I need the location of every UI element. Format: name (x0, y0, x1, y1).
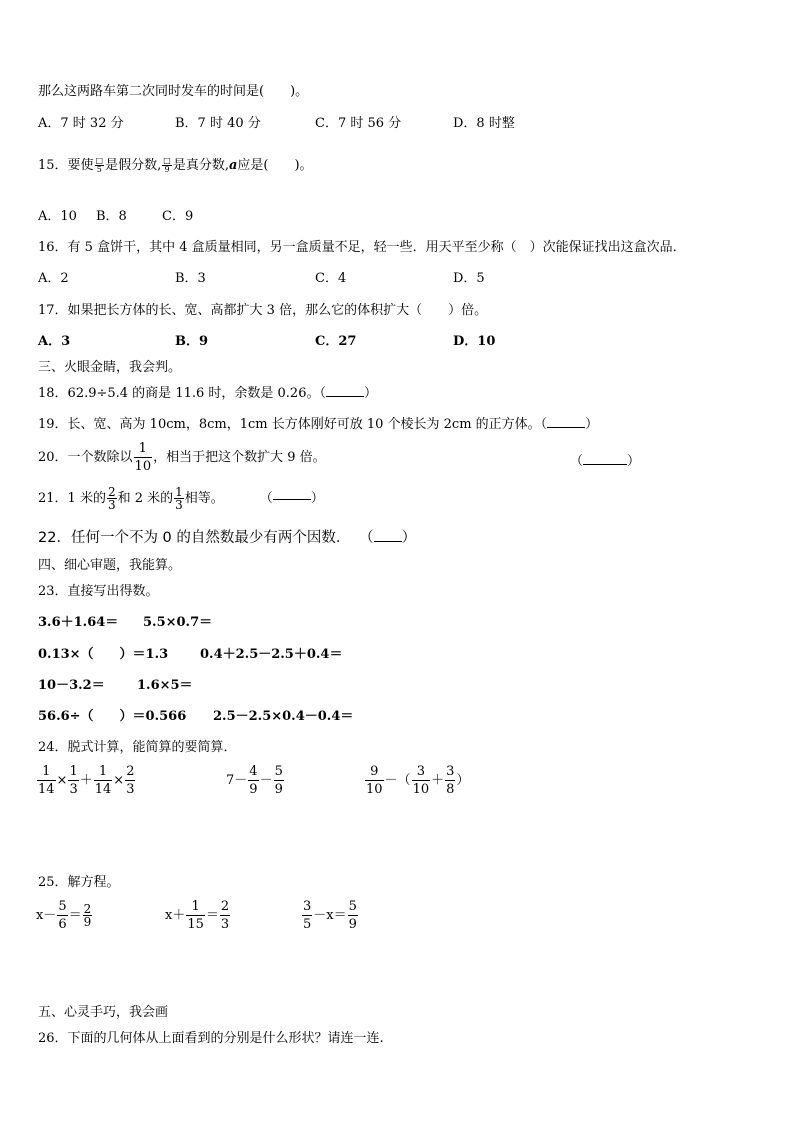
q25-question: 25．解方程。 (38, 875, 120, 890)
q15-option-c: C．9 (162, 209, 194, 224)
q24a-operator-1: × (56, 773, 68, 788)
q25a-fraction-1: $\frac{5}{6}$ (58, 899, 67, 932)
q25b-equals: ＝ (205, 908, 219, 923)
q25c-text: －x＝ (313, 908, 347, 923)
q20-answer-blank[interactable] (583, 463, 627, 465)
q16-option-c: C．4 (315, 271, 347, 286)
q20-fraction-numerator: 1 (138, 441, 147, 456)
q20-answer (570, 455, 640, 468)
q21-fraction-1-numerator: 2 (107, 485, 116, 499)
q24c-fraction-1: $\frac{9}{10}$ (366, 764, 383, 797)
q14-option-b: B．7 时 40 分 (175, 116, 261, 131)
q15-question (38, 157, 313, 174)
q24a-operator-3: × (113, 773, 125, 788)
q22-text: 22．任何一个不为 0 的自然数最少有两个因数． (38, 530, 351, 546)
q21-fraction-1-denominator: 3 (107, 498, 116, 512)
q24c-fraction-2: $\frac{3}{10}$ (412, 764, 430, 797)
q19-paren-right: ） (585, 417, 599, 432)
q24a-fraction-1: $\frac{1}{14}$ (38, 764, 55, 797)
q25-equation-c (301, 900, 359, 931)
section-3-heading: 三、火眼金睛，我会判。 (38, 360, 182, 375)
q15-fraction-1 (95, 157, 105, 174)
q19-text: 19．长、宽、高为 10cm，8cm，1cm 长方体刚好可放 10 个棱长为 2cm 的正方体。（ (38, 417, 548, 432)
q20-question (38, 442, 326, 473)
q16-option-d: D．5 (453, 271, 485, 286)
q21-fraction-2-numerator: 1 (175, 485, 183, 499)
q15-text-2: 是假分数, (105, 158, 162, 173)
q24a-fraction-3: $\frac{1}{14}$ (94, 764, 112, 797)
q25a-text: x－ (36, 908, 57, 923)
q26-question: 26．下面的几何体从上面看到的分别是什么形状？请连一连. (38, 1031, 384, 1046)
calc-1a: 3.6＋1.64＝ (38, 615, 119, 630)
q24b-fraction-2: $\frac{5}{9}$ (274, 764, 283, 797)
calc-1b: 5.5×0.7＝ (143, 615, 213, 630)
q24c-operator-2: ＋ (431, 773, 445, 788)
q24a-fraction-2: $\frac{1}{3}$ (69, 764, 78, 797)
q15-fraction-2-denominator: 9 (164, 165, 170, 174)
section-4-heading: 四、细心审题，我能算。 (38, 558, 182, 573)
q24c-operator: －（ (384, 773, 411, 788)
q25c-fraction-1: $\frac{3}{5}$ (303, 899, 312, 932)
q22-paren-left: （ (366, 530, 374, 546)
q24-expression-a (36, 765, 136, 796)
q23-question: 23．直接写出得数。 (38, 584, 159, 599)
calc-4a: 56.6÷（ ）＝0.566 (38, 709, 187, 724)
section-5-heading: 五、心灵手巧，我会画 (38, 1005, 169, 1020)
q25-equation-b (165, 900, 231, 931)
q21-answer-blank[interactable] (273, 498, 311, 500)
q20-text-2: ，相当于把这个数扩大 9 倍。 (153, 450, 326, 465)
q24b-text: 7－ (226, 773, 248, 788)
q20-paren-right: ） (627, 454, 641, 469)
q25b-text: x＋ (165, 908, 186, 923)
q15-text-1: 15．要使 (38, 158, 94, 173)
q16-option-a: A．2 (38, 271, 69, 286)
q14-option-a: A．7 时 32 分 (38, 116, 124, 131)
q21-question (38, 486, 324, 511)
q20-paren-left: （ (570, 454, 584, 469)
calc-2a: 0.13×（ ）＝1.3 (38, 647, 169, 662)
q25c-fraction-2: $\frac{5}{9}$ (348, 899, 357, 932)
q25b-fraction-2: $\frac{2}{3}$ (220, 899, 230, 932)
q18-paren-right: ） (363, 386, 377, 401)
q17-option-c: C．27 (315, 334, 357, 349)
q15-text-4: 应是( )。 (237, 158, 313, 173)
q24-question: 24．脱式计算，能简算的要简算． (38, 740, 237, 755)
calc-3b: 1.6×5＝ (137, 678, 193, 693)
q21-fraction-2 (174, 486, 184, 511)
calc-2b: 0.4＋2.5－2.5＋0.4＝ (200, 647, 343, 662)
q14-continuation: 那么这两路车第二次同时发车的时间是( )。 (38, 84, 309, 99)
q25-equation-a (36, 900, 93, 931)
q24a-operator-2: ＋ (79, 773, 93, 788)
q21-text-3: 相等。 (184, 491, 224, 506)
q19-question (38, 418, 598, 431)
q21-fraction-2-denominator: 3 (175, 498, 183, 512)
q16-question: 16．有 5 盒饼干，其中 4 盒质量相同，另一盒质量不足，轻一些．用天平至少称（ ）次能保证找出这盒次品． (38, 240, 686, 255)
q24a-fraction-4: $\frac{2}{3}$ (126, 764, 135, 797)
q15-variable: a (228, 158, 238, 173)
q15-fraction-2 (162, 157, 172, 174)
q21-text-2: 和 2 米的 (117, 491, 174, 506)
q15-fraction-1-numerator-box: □ (95, 156, 104, 165)
q24b-operator: － (259, 773, 273, 788)
q20-fraction (134, 442, 153, 473)
q22-question (38, 531, 416, 546)
q15-option-a: A．10 (38, 209, 77, 224)
q22-paren-right: ） (401, 530, 417, 546)
q15-option-b: B．8 (96, 209, 127, 224)
q25a-fraction-2: $\frac{2}{9}$ (83, 902, 92, 929)
q17-option-d: D．10 (453, 334, 496, 349)
q19-answer-blank[interactable] (547, 426, 585, 428)
q18-text: 18．62.9÷5.4 的商是 11.6 时，余数是 0.26。（ (38, 386, 326, 401)
q20-text-1: 20．一个数除以 (38, 450, 133, 465)
q16-option-b: B．3 (175, 271, 206, 286)
q21-text-1: 21．1 米的 (38, 491, 106, 506)
q24c-fraction-3: $\frac{3}{8}$ (446, 764, 455, 797)
q15-fraction-2-numerator-box: □ (163, 156, 171, 165)
q25a-equals: ＝ (68, 908, 82, 923)
q17-option-a: A．3 (38, 334, 71, 349)
q21-paren-right: ） (310, 491, 324, 506)
q18-answer-blank[interactable] (326, 395, 364, 397)
q18-question (38, 387, 377, 400)
calc-3a: 10－3.2＝ (38, 678, 105, 693)
calc-4b: 2.5－2.5×0.4－0.4＝ (213, 709, 354, 724)
q24b-fraction-1: $\frac{4}{9}$ (249, 764, 258, 797)
q24-expression-c (364, 765, 469, 796)
q17-question: 17．如果把长方体的长、宽、高都扩大 3 倍，那么它的体积扩大（ ）倍。 (38, 303, 488, 318)
q21-fraction-1 (107, 486, 117, 511)
q22-answer-blank[interactable] (374, 540, 402, 542)
q24-expression-b (226, 765, 285, 796)
q15-text-3: 是真分数, (172, 158, 229, 173)
q15-fraction-1-denominator: 5 (96, 165, 102, 174)
q20-fraction-denominator: 10 (134, 459, 152, 474)
q21-paren-left: （ (259, 491, 273, 506)
q17-option-b: B．9 (175, 334, 209, 349)
q14-option-c: C．7 时 56 分 (315, 116, 402, 131)
q25b-fraction-1: $\frac{1}{15}$ (187, 899, 204, 932)
q24c-paren-right: ） (456, 773, 470, 788)
q14-option-d: D．8 时整 (453, 116, 515, 131)
